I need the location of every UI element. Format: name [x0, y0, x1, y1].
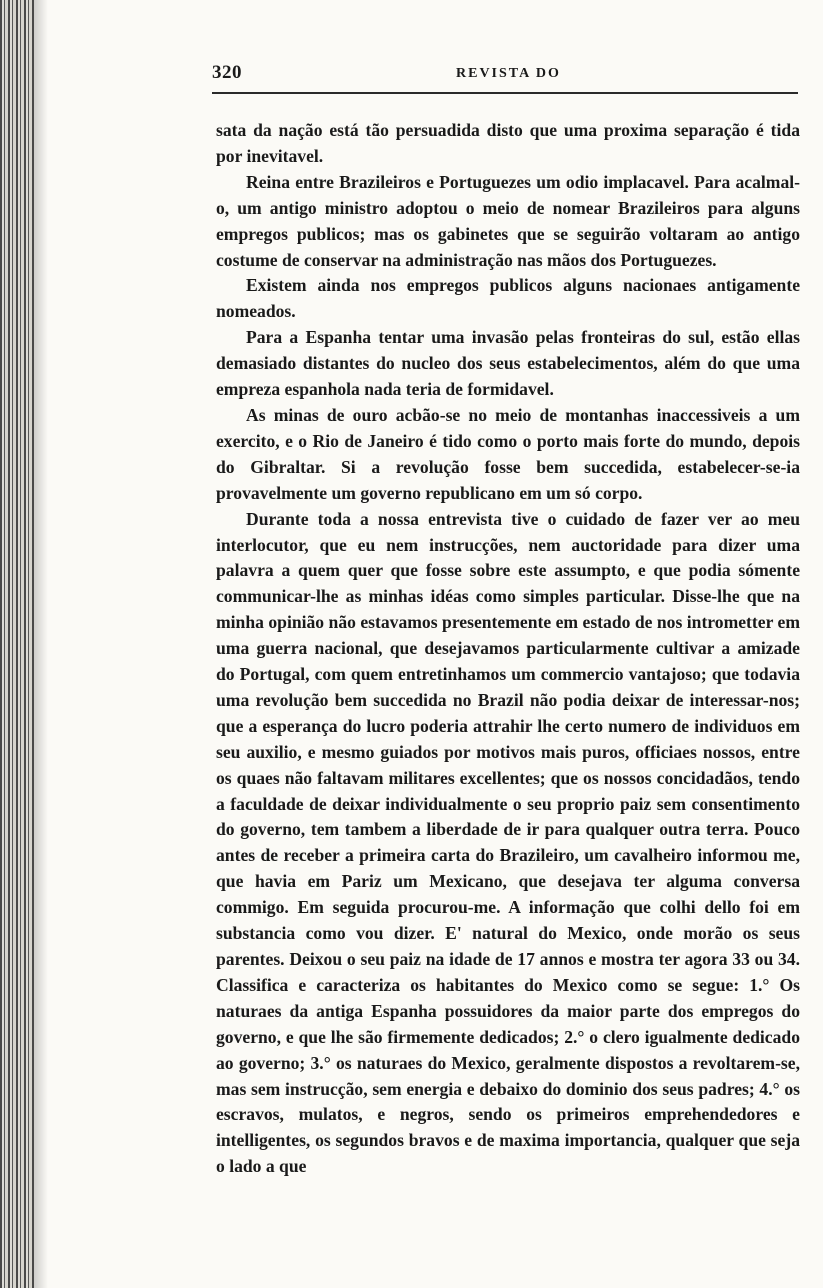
paragraph: Durante toda a nossa entrevista tive o cuidado de fazer ver ao meu interlocutor, que eu nem instrucções, nem auctoridade para dizer uma palavra a quem quer que fosse sobre este assumpto, e que podia sómente communicar-lhe as minhas idéas como simples particular. Disse-lhe que na minha opinião não estavamos presentemente em estado de nos intrometter em uma guerra nacional, que desejavamos particularmente cultivar a amizade do Portugal, com quem entretinhamos um commercio vantajoso; que todavia uma revolução bem succedida no Brazil não podia deixar de interessar-nos; que a esperança do lucro poderia attrahir lhe certo numero de individuos em seu auxilio, e mesmo guiados por motivos mais puros, officiaes nossos, entre os quaes não faltavam militares excellentes; que os nossos concidadãos, tendo a faculdade de deixar individualmente o seu proprio paiz sem consentimento do governo, tem tambem a liberdade de ir para qualquer outra terra. Pouco antes de receber a primeira carta do Brazileiro, um cavalheiro informou me, que havia em Pariz um Mexicano, que desejava ter alguma conversa commigo. Em seguida procurou-me. A informação que colhi dello foi em substancia como vou dizer. E' natural do Mexico, onde morão os seus parentes. Deixou o seu paiz na idade de 17 annos e mostra ter agora 33 ou 34. Classifica e caracteriza os habitantes do Mexico como se segue: 1.° Os naturaes da antiga Espanha possuidores da maior parte dos empregos do governo, e que lhe são firmemente dedicados; 2.° o clero igualmente dedicado ao governo; 3.° os naturaes do Mexico, geralmente dispostos a revoltarem-se, mas sem instrucção, sem energia e debaixo do dominio dos seus padres; 4.° os escravos, mulatos, e negros, sendo os primeiros emprehendedores e intelligentes, os segundos bravos e de maxima importancia, qualquer que seja o lado a que	[216, 508, 800, 1177]
header-rule	[212, 92, 798, 94]
binding-shadow	[34, 0, 48, 1288]
paragraph: Existem ainda nos empregos publicos alguns nacionaes antigamente nomeados.	[216, 275, 800, 322]
page-header	[212, 62, 800, 90]
paragraph: Para a Espanha tentar uma invasão pelas fronteiras do sul, estão ellas demasiado distantes do nucleo dos seus estabelecimentos, além do que uma empreza espanhola nada teria de formidavel.	[216, 327, 800, 400]
paragraph: sata da nação está tão persuadida disto que uma proxima separação é tida por inevitavel.	[216, 120, 800, 166]
book-binding-edge	[0, 0, 34, 1288]
paragraph: As minas de ouro acbão-se no meio de montanhas inaccessiveis a um exercito, e o Rio de Janeiro é tido como o porto mais forte do mundo, depois do Gibraltar. Si a revolução fosse bem succedida, estabelecer-se-ia provavelmente um governo republicano em um só corpo.	[216, 404, 800, 503]
paragraph: Reina entre Brazileiros e Portuguezes um odio implacavel. Para acalmal-o, um antigo ministro adoptou o meio de nomear Brazileiros para alguns empregos publicos; mas os gabinetes que se seguirão voltaram ao antigo costume de conservar na administração nas mãos dos Portuguezes.	[216, 171, 800, 270]
page-number: 320	[212, 62, 242, 83]
page-body	[216, 118, 800, 1288]
running-head: REVISTA DO	[456, 66, 561, 81]
